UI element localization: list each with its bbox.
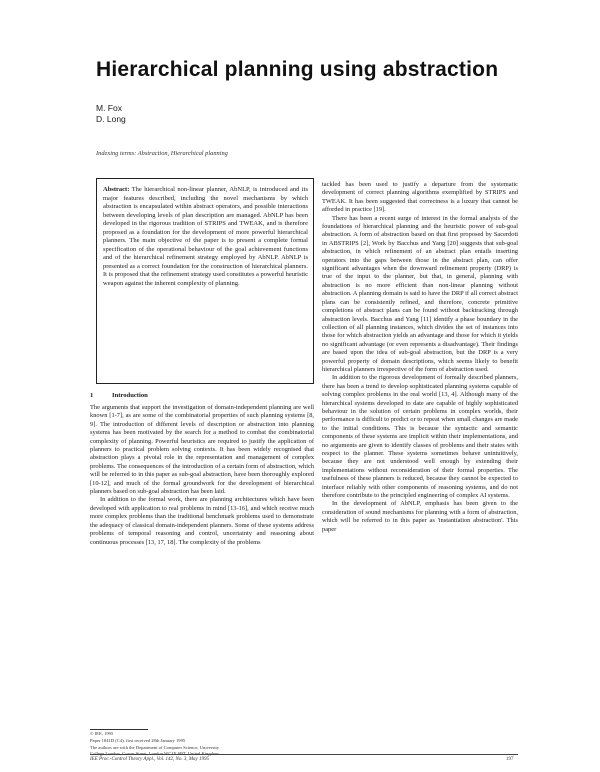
section-number: 1 [90, 392, 94, 399]
section-title: Introduction [112, 392, 148, 399]
abstract-text [103, 186, 308, 289]
left-column [90, 404, 314, 547]
body-paragraph: tackled has been used to justify a departure from the systematic development of correct planning algorithms exemplified by STRIPS and TWEAK. It has been suggested that correctness is a luxury that cannot be afforded in practice [19]. [322, 181, 518, 214]
abstract-box [96, 178, 314, 384]
footer-divider [90, 754, 518, 755]
abstract-body: The hierarchical non-linear planner, AbNLP, is introduced and its major features described, including the novel mechanisms by which abstraction is encapsulated within abstract operators, and possible interactions between developing levels of plan description are managed. AbNLP has been developed in the rigorous tradition of STRIPS and TWEAK, and is therefore proposed as a foundation for the development of more powerful hierarchical planners. The main objective of the paper is to present a complete formal specification of the operational behaviour of the goal achievement functions and of the hierarchical refinement strategy employed by AbNLP. AbNLP is presented as a correct foundation for the construction of hierarchical planners. It is proposed that the refinement strategy used constitutes a powerful heuristic weapon against the inherent complexity of planning. [103, 186, 308, 288]
footnote-line: College London, Gower Street, London WC1E 6BT, United Kingdom [90, 751, 219, 757]
footnote-line: Paper 1841D (C4), first received 28th January 1995 [90, 737, 186, 743]
body-paragraph: There has been a recent surge of interest in the formal analysis of the foundations of hierarchical planning and the heuristic power of sub-goal abstraction. A form of abstraction based on that first proposed by Sacerdoti in ABSTRIPS [2], Work by Bacchus and Yang [20] suggests that sub-goal abstraction, in which refinement of an abstract plan entails inserting operators into the gaps between those in the abstract plan, can offer significant advantages when the downward refinement property (DRP) is true of the input to the planner, but that, in general, planning with abstraction is no more efficient than non-linear planning without abstraction. A planning domain is said to have the DRP if all correct abstract plans can be consistently refined, and therefore, concrete primitive completions of abstract plans can be found without backtracking through abstraction levels. Bacchus and Yang [11] identify a phase boundary in the collection of all planning instances, which divides the set of instances into those for which abstraction yields an advantage and those for which it yields no significant advantage (or even represents a disadvantage). Their findings are based upon the idea of sub-goal abstraction, but the DRP is a very powerful property of domain descriptions, which seems likely to benefit hierarchical planners irrespective of the form of abstraction used. [322, 214, 518, 373]
footnote-divider [90, 729, 148, 730]
journal-citation: IEE Proc.-Control Theory Appl., Vol. 142, No. 3, May 1995 [90, 757, 209, 762]
body-paragraph: In addition to the rigorous development of formally described planners, there has been a trend to develop sophisticated planning systems capable of solving complex problems in the real world [13, 4]. Although many of the hierarchical systems developed to date are capable of highly sophisticated behaviour in the solution of certain problems in complex worlds, their performance is difficult to predict or to repeat when small changes are made to the initial conditions. This is because the syntactic and semantic components of these systems are implicit within their implementations, and no arguments are given to identify classes of problems and their states with respect to the planner. These systems sometimes behave unintuitively, because they are not understood well enough by extending their implementations without reconsideration of their formal properties. The usefulness of these planners is reduced, because they cannot be expected to interface reliably with other components of reasoning systems, and do not therefore contribute to the principled engineering of complex AI systems. [322, 374, 518, 500]
body-paragraph: In the development of AbNLP, emphasis has been given to the consideration of sound mechanisms for planning with a form of abstraction, which will be referred to in this paper as 'instantiation abstraction'. This paper [322, 500, 518, 533]
author-list [96, 103, 126, 125]
author-name: M. Fox [96, 103, 122, 113]
body-paragraph: In addition to the formal work, there are planning architectures which have been developed with application to real problems in mind [13-16], and which receive much more complex problems than the traditional benchmark problems used to demonstrate the adequacy of classical domain-independent planners. Some of these systems address problems of temporal reasoning and control, uncertainty and reasoning about continuous processes [13, 17, 18]. The complexity of the problems [90, 496, 314, 546]
section-heading [90, 392, 148, 399]
indexing-terms: Indexing terms: Abstraction, Hierarchical planning [96, 150, 228, 157]
abstract-label: Abstract: [103, 186, 130, 193]
footnote-line: © IEE, 1995 [90, 731, 114, 736]
footnote-line: The authors are with the Department of Computer Science, University [90, 744, 220, 750]
right-column [322, 181, 518, 534]
paper-title: Hierarchical planning using abstraction [96, 58, 499, 81]
page-number: 197 [506, 757, 514, 762]
author-name: D. Long [96, 114, 126, 124]
body-paragraph: The arguments that support the investigation of domain-independent planning are well known [1-7], as are some of the combinatorial properties of such planning systems [8, 9]. The introduction of different levels of description or abstraction into planning systems has been motivated by the search for a method to combat the combinatorial complexity of planning. Powerful heuristics are required to justify the application of planners to practical problem solving contexts. It has been widely recognised that abstraction plays a pivotal role in the representation and management of complex problems. The consequences of the introduction of a certain form of abstraction, which will be referred to in this paper as sub-goal abstraction, have been thoroughly explored [10-12], and much of the formal groundwork for the development of hierarchical planners based on sub-goal abstraction has been laid. [90, 404, 314, 496]
